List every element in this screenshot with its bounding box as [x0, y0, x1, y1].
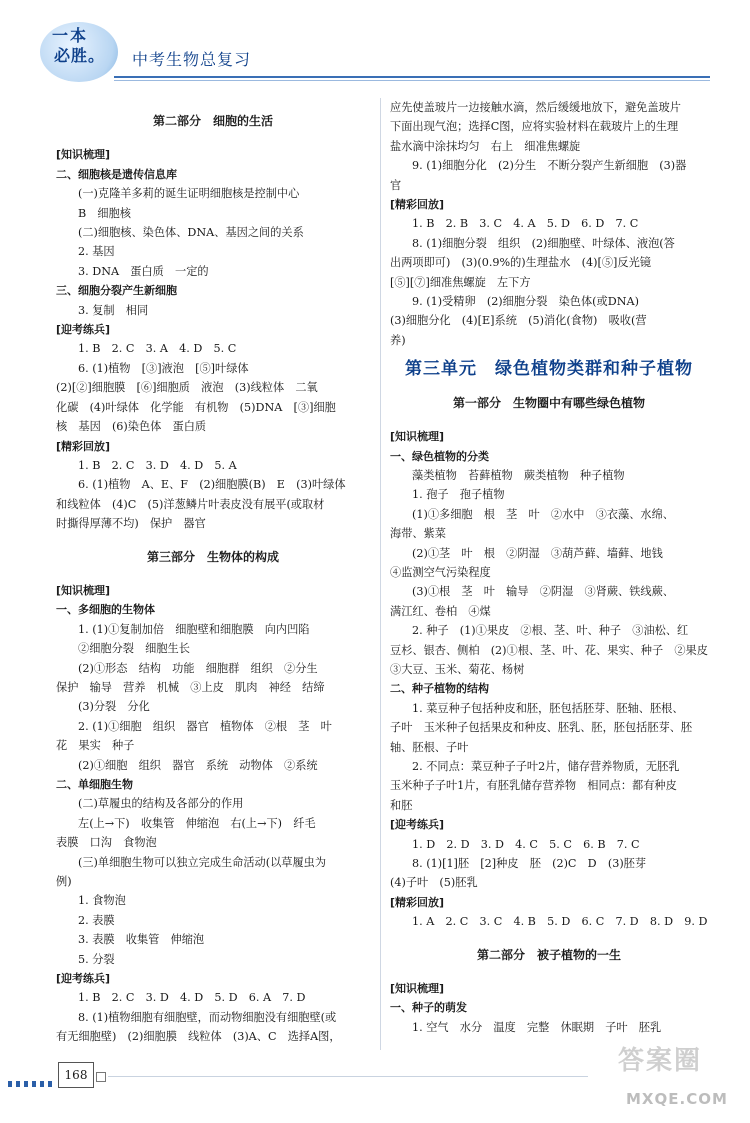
answer-line: 2. 种子 (1)①果皮 ②根、茎、叶、种子 ③油松、红 — [412, 624, 689, 638]
answer-line: 2. (1)①细胞 组织 器官 植物体 ②根 茎 叶 — [78, 719, 332, 733]
answer-line: 轴、胚根、子叶 — [390, 740, 469, 754]
answer-line: 出两项即可) (3)(0.9%的)生理盐水 (4)[⑤]反光镜 — [390, 256, 651, 270]
left-column — [56, 98, 370, 1047]
answer-line: 2. 基因 — [78, 245, 115, 259]
logo-text-top: 一本 — [52, 26, 89, 45]
answer-line: 9. (1)受精卵 (2)细胞分裂 染色体(或DNA) — [412, 295, 639, 309]
answer-line: 豆杉、银杏、侧柏 (2)①根、茎、叶、花、果实、种子 ②果皮 — [390, 643, 708, 657]
answer-line: (2)[②]细胞膜 [⑥]细胞质 液泡 (3)线粒体 二氧 — [56, 381, 318, 395]
answer-line: 1. 菜豆种子包括种皮和胚，胚包括胚芽、胚轴、胚根、 — [412, 701, 684, 715]
box-label: [精彩回放] — [390, 895, 445, 909]
book-title: 中考生物总复习 — [132, 50, 252, 69]
subsection-heading: 一、绿色植物的分类 — [390, 449, 489, 463]
answer-line: 有无细胞壁) (2)细胞膜 线粒体 (3)A、C 选择A图， — [56, 1030, 341, 1044]
answer-line: 官 — [390, 178, 402, 192]
answer-line: 2. 表膜 — [78, 913, 115, 927]
answer-line: 1. B 2. B 3. C 4. A 5. D 6. D 7. C — [412, 217, 639, 231]
header-rule — [114, 76, 710, 78]
answer-line: 2. 不同点：菜豆种子子叶2片，储存营养物质，无胚乳 — [412, 760, 680, 773]
subsection-heading: 三、细胞分裂产生新细胞 — [56, 284, 177, 298]
box-label: [精彩回放] — [56, 439, 111, 453]
answer-line: 应先使盖玻片一边接触水滴，然后缓缓地放下，避免盖玻片 — [390, 101, 681, 114]
answer-line: (2)①细胞 组织 器官 系统 动物体 ②系统 — [78, 758, 318, 772]
box-label: [迎考练兵] — [56, 972, 111, 986]
answer-line: [⑤][⑦]细准焦螺旋 左下方 — [390, 275, 531, 289]
answer-line: (4)子叶 (5)胚乳 — [390, 876, 478, 890]
answer-line: 表膜 口沟 食物泡 — [56, 836, 157, 850]
box-label: [迎考练兵] — [390, 818, 445, 832]
answer-line: 花 果实 种子 — [56, 739, 135, 753]
answer-line: 盐水滴中涂抹均匀 右上 细准焦螺旋 — [390, 139, 581, 153]
answer-line: 核 基因 (6)染色体 蛋白质 — [56, 420, 207, 434]
subsection-heading: 二、种子植物的结构 — [390, 682, 489, 696]
section-heading: 第一部分 生物圈中有哪些绿色植物 — [452, 395, 645, 410]
answer-line: ④监测空气污染程度 — [390, 565, 491, 579]
box-label: [迎考练兵] — [56, 323, 111, 337]
answer-line: 和胚 — [390, 798, 413, 812]
answer-line: (3)①根 茎 叶 输导 ②阴湿 ③肾蕨、铁线蕨、 — [412, 585, 674, 599]
subsection-heading: 二、单细胞生物 — [56, 778, 133, 791]
footer-rule — [108, 1076, 588, 1077]
answer-line: 6. (1)植物 A、E、F (2)细胞膜(B) E (3)叶绿体 — [78, 478, 346, 492]
column-divider — [380, 98, 381, 1050]
box-label: [知识梳理] — [390, 430, 445, 444]
watermark — [612, 1046, 732, 1114]
section-heading: 第二部分 细胞的生活 — [152, 114, 273, 128]
answer-line: 1. B 2. C 3. A 4. D 5. C — [78, 342, 237, 356]
answer-line: 1. (1)①复制加倍 细胞壁和细胞膜 向内凹陷 — [78, 622, 310, 636]
answer-line: 藻类植物 苔藓植物 蕨类植物 种子植物 — [412, 468, 625, 482]
answer-line: 1. D 2. D 3. D 4. C 5. C 6. B 7. C — [412, 837, 640, 851]
answer-line: 化碳 (4)叶绿体 化学能 有机物 (5)DNA [③]细胞 — [56, 400, 336, 414]
answer-line: 3. DNA 蛋白质 一定的 — [78, 264, 209, 278]
box-label: [知识梳理] — [56, 583, 111, 597]
answer-line: 5. 分裂 — [78, 952, 115, 966]
answer-line: 满江红、卷柏 ④煤 — [390, 604, 491, 618]
answer-line: (2)①形态 结构 功能 细胞群 组织 ②分生 — [78, 661, 318, 675]
answer-line: 8. (1)[1]胚 [2]种皮 胚 (2)C D (3)胚芽 — [412, 857, 647, 871]
page-header — [0, 0, 750, 90]
answer-line: 1. A 2. C 3. C 4. B 5. D 6. C 7. D 8. D 9. D — [412, 915, 708, 929]
subsection-heading: 一、多细胞的生物体 — [56, 603, 155, 617]
answer-line: 6. (1)植物 [③]液泡 [⑤]叶绿体 — [78, 361, 249, 375]
answer-line: 保护 输导 营养 机械 ③上皮 肌肉 神经 结缔 — [56, 680, 325, 694]
box-label: [知识梳理] — [390, 982, 445, 996]
answer-line: 9. (1)细胞分化 (2)分生 不断分裂产生新细胞 (3)器 — [412, 159, 687, 173]
box-label: [知识梳理] — [56, 148, 111, 162]
answer-line: 养) — [390, 333, 406, 347]
footer-square-icon — [96, 1072, 106, 1082]
answer-line: (二)草履虫的结构及各部分的作用 — [78, 797, 244, 811]
subsection-heading: 一、种子的萌发 — [390, 1001, 467, 1015]
answer-line: 8. (1)植物细胞有细胞壁，而动物细胞没有细胞壁(或 — [78, 1010, 337, 1024]
unit-heading: 第三单元 绿色植物类群和种子植物 — [405, 359, 693, 380]
answer-line: 1. 食物泡 — [78, 894, 126, 908]
watermark-url: MXQE.COM — [626, 1090, 728, 1108]
answer-line: (三)单细胞生物可以独立完成生命活动(以草履虫为 — [78, 855, 327, 869]
answer-line: 3. 复制 相同 — [78, 303, 149, 317]
box-label: [精彩回放] — [390, 198, 445, 212]
answer-line: (3)分裂 分化 — [78, 700, 150, 714]
answer-line: 1. B 2. C 3. D 4. D 5. A — [78, 458, 237, 472]
answer-line: 8. (1)细胞分裂 组织 (2)细胞壁、叶绿体、液泡(答 — [412, 236, 675, 250]
answer-line: (一)克隆羊多莉的诞生证明细胞核是控制中心 — [78, 187, 300, 201]
answer-line: (3)细胞分化 (4)[E]系统 (5)消化(食物) 吸收(营 — [390, 314, 647, 328]
right-column — [390, 98, 708, 1037]
answer-line: 1. 空气 水分 温度 完整 休眠期 子叶 胚乳 — [412, 1020, 662, 1034]
section-heading: 第三部分 生物体的构成 — [146, 549, 279, 564]
page-number: 168 — [58, 1062, 94, 1088]
answer-line: 海带、紫菜 — [390, 527, 446, 541]
answer-line: (2)①茎 叶 根 ②阴湿 ③葫芦藓、墙藓、地钱 — [412, 546, 663, 560]
section-heading: 第二部分 被子植物的一生 — [476, 947, 621, 962]
logo-text-bottom: 必胜。 — [54, 46, 106, 65]
header-rule-thin — [114, 80, 710, 81]
answer-line: 时撕得厚薄不均) 保护 器官 — [56, 517, 206, 531]
answer-line: B 细胞核 — [78, 206, 131, 220]
watermark-text: 答案圈 — [618, 1046, 703, 1076]
answer-line: 下面出现气泡；选择C图，应将实验材料在载玻片上的生理 — [390, 120, 679, 134]
answer-line: ③大豆、玉米、菊花、杨树 — [390, 662, 525, 676]
answer-line: 例) — [56, 875, 72, 889]
answer-line: (1)①多细胞 根 茎 叶 ②水中 ③衣藻、水绵、 — [412, 507, 674, 521]
answer-line: ②细胞分裂 细胞生长 — [78, 642, 190, 656]
answer-line: 左(上→下) 收集管 伸缩泡 右(上→下) 纤毛 — [78, 816, 316, 830]
answer-line: 玉米种子子叶1片，有胚乳储存营养物 相同点：都有种皮 — [390, 779, 677, 793]
footer-dots — [8, 1081, 56, 1087]
answer-line: (二)细胞核、染色体、DNA、基因之间的关系 — [78, 226, 304, 240]
answer-line: 1. 孢子 孢子植物 — [412, 488, 505, 502]
answer-line: 3. 表膜 收集管 伸缩泡 — [78, 933, 205, 947]
answer-line: 子叶 玉米种子包括果皮和种皮、胚乳、胚，胚包括胚芽、胚 — [390, 721, 693, 735]
subsection-heading: 二、细胞核是遗传信息库 — [56, 167, 177, 181]
answer-line: 1. B 2. C 3. D 4. D 5. D 6. A 7. D — [78, 991, 306, 1005]
answer-line: 和线粒体 (4)C (5)洋葱鳞片叶表皮没有展平(或取材 — [56, 497, 325, 511]
